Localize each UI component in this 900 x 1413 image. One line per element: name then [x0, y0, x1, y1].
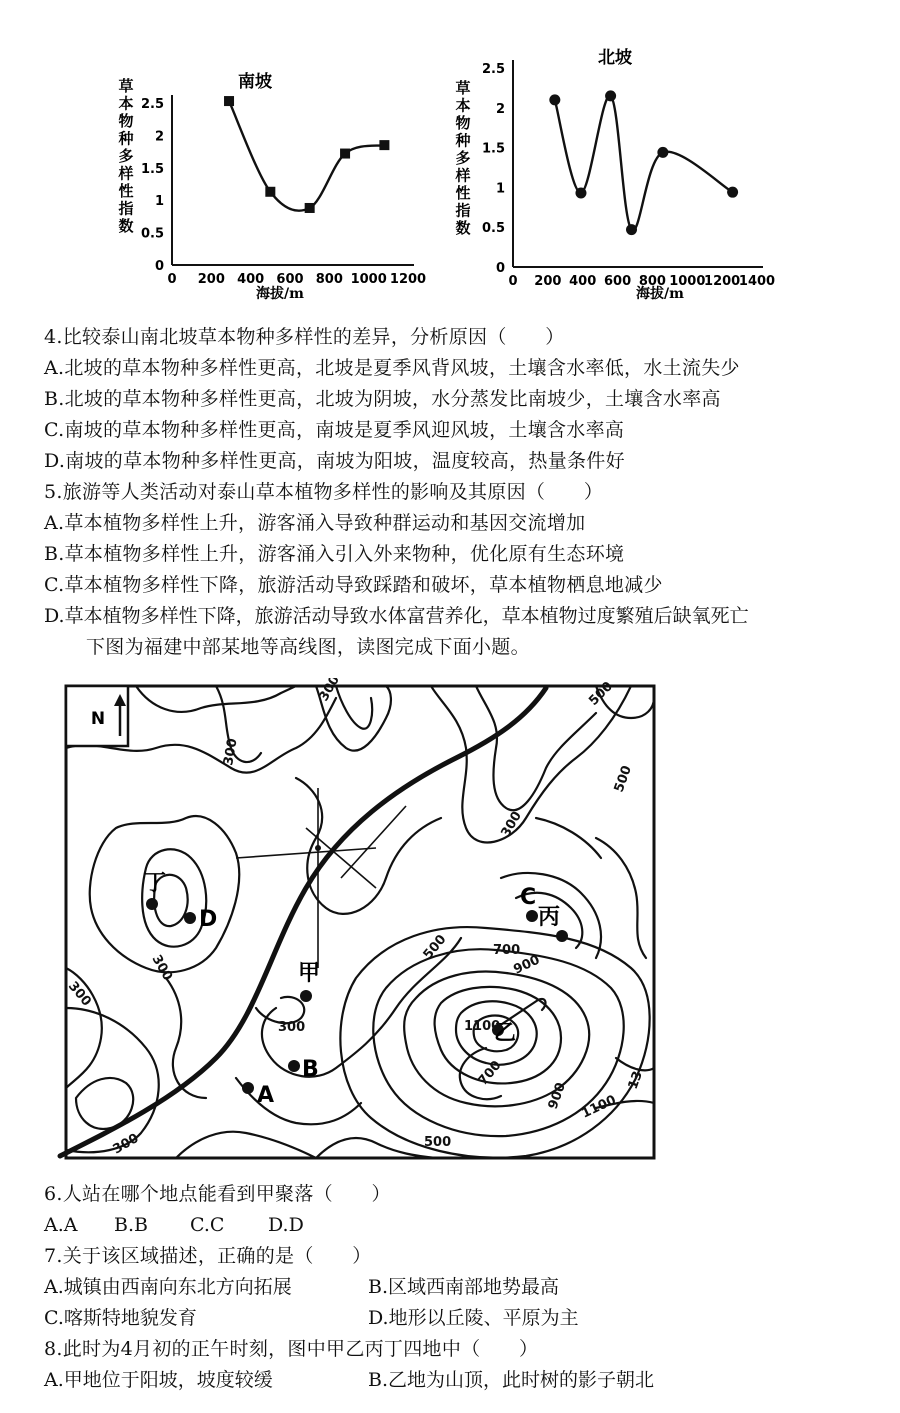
y-axis-label-char: 本: [455, 96, 471, 115]
y-axis-label-char: 指: [455, 201, 471, 220]
y-axis-label-char: 多: [455, 149, 471, 167]
contour-label: 900: [511, 952, 543, 978]
south-slope-chart: [100, 55, 440, 305]
y-axis-label-char: 样: [455, 166, 471, 185]
y-axis-label-char: 物: [118, 112, 134, 130]
q6-option-b[interactable]: B.B: [114, 1214, 148, 1236]
q7-option-b[interactable]: B.区域西南部地势最高: [368, 1276, 560, 1298]
contour-label: 300: [64, 978, 94, 1010]
x-tick-label: 0: [508, 274, 518, 289]
point-a-dot[interactable]: [242, 1082, 254, 1094]
contour-label: 500: [611, 763, 636, 795]
q6-options: [44, 1210, 304, 1241]
label-b: B: [302, 1057, 319, 1082]
q8-option-b[interactable]: B.乙地为山顶，此时树的影子朝北: [368, 1369, 655, 1391]
data-point: [305, 203, 315, 213]
q4-option-b[interactable]: B.北坡的草本物种多样性更高，北坡为阴坡，水分蒸发比南坡少，土壤含水率高: [44, 388, 721, 410]
y-tick-label: 2.5: [140, 97, 164, 112]
y-tick-label: 1.5: [140, 161, 164, 177]
contour-label: 300: [316, 678, 344, 704]
contour-label: 1100: [464, 1019, 501, 1034]
q8-options-row1: [44, 1365, 654, 1396]
point-c-dot[interactable]: [526, 910, 538, 922]
series-line: [229, 101, 384, 211]
y-tick-label: 0.5: [481, 221, 505, 237]
x-tick-label: 0: [167, 272, 177, 287]
y-axis-label-char: 本: [118, 94, 134, 113]
q6-stem: 6.人站在哪个地点能看到甲聚落（ ）: [44, 1183, 391, 1205]
q6-option-c[interactable]: C.C: [190, 1214, 225, 1236]
y-tick-label: 0: [154, 259, 164, 274]
q7-option-c[interactable]: C.喀斯特地貌发育: [44, 1307, 197, 1329]
label-bing: 丙: [538, 905, 561, 930]
x-tick-label: 200: [197, 272, 225, 287]
north-label: N: [90, 709, 106, 729]
y-tick-label: 0.5: [140, 226, 164, 242]
y-axis-label-char: 种: [118, 129, 134, 148]
q7-options-row2: [44, 1303, 579, 1334]
y-tick-label: 1: [495, 181, 505, 197]
map-intro: 下图为福建中部某地等高线图，读图完成下面小题。: [86, 636, 530, 658]
point-b-dot[interactable]: [288, 1060, 300, 1072]
contour-map-svg: [56, 678, 660, 1162]
data-point: [657, 147, 668, 158]
data-point: [340, 149, 350, 159]
contour-label: 900: [545, 1080, 570, 1112]
q7-option-a[interactable]: A.城镇由西南向东北方向拓展: [44, 1276, 292, 1298]
q5-option-b[interactable]: B.草本植物多样性上升，游客涌入引入外来物种，优化原有生态环境: [44, 543, 625, 565]
x-tick-label: 400: [237, 272, 265, 287]
point-ding-dot[interactable]: [146, 898, 158, 910]
contour-map: [56, 678, 660, 1166]
y-axis-label-char: 草: [455, 79, 471, 97]
y-tick-label: 2: [154, 129, 164, 145]
q5-option-a[interactable]: A.草本植物多样性上升，游客涌入导致种群运动和基因交流增加: [44, 512, 586, 534]
y-axis-label-char: 数: [455, 219, 471, 237]
q4-option-a[interactable]: A.北坡的草本物种多样性更高，北坡是夏季风背风坡，土壤含水率低，水土流失少: [44, 357, 740, 379]
x-tick-label: 1200: [704, 274, 741, 289]
y-axis-label-char: 草: [118, 77, 134, 95]
y-axis-label-char: 指: [118, 199, 134, 218]
q5-stem: 5.旅游等人类活动对泰山草本植物多样性的影响及其原因（ ）: [44, 481, 604, 503]
data-point: [605, 90, 616, 101]
y-axis-label-char: 样: [118, 164, 134, 183]
y-axis-label-char: 种: [455, 131, 471, 150]
label-d: D: [199, 907, 218, 932]
q5-option-d[interactable]: D.草本植物多样性下降，旅游活动导致水体富营养化，草本植物过度繁殖后缺氧死亡: [44, 605, 749, 627]
y-tick-label: 2: [495, 101, 505, 117]
q4-option-d[interactable]: D.南坡的草本物种多样性更高，南坡为阳坡，温度较高，热量条件好: [44, 450, 625, 472]
q7-stem: 7.关于该区域描述，正确的是（ ）: [44, 1245, 372, 1267]
contour-label: 700: [493, 943, 521, 958]
x-axis-label: 海拔/m: [636, 286, 684, 302]
chart-title: 北坡: [598, 48, 632, 68]
data-point: [727, 187, 738, 198]
data-point: [379, 140, 389, 150]
q8-stem: 8.此时为4月初的正午时刻，图中甲乙丙丁四地中（ ）: [44, 1338, 539, 1360]
x-tick-label: 600: [276, 272, 304, 287]
x-axis-label: 海拔/m: [256, 286, 304, 302]
y-axis-label-char: 物: [455, 114, 471, 132]
x-tick-label: 1400: [738, 274, 776, 289]
data-point: [575, 187, 586, 198]
y-axis-label-char: 性: [455, 184, 471, 202]
y-axis-label-char: 多: [118, 147, 134, 165]
x-tick-label: 200: [534, 274, 562, 289]
point-jia-dot[interactable]: [300, 990, 312, 1002]
y-tick-label: 1: [154, 194, 164, 210]
contour-label: 300: [221, 737, 241, 767]
q5-option-c[interactable]: C.草本植物多样性下降，旅游活动导致踩踏和破坏，草本植物栖息地减少: [44, 574, 663, 596]
data-point: [626, 224, 637, 235]
crosshair-center: [315, 845, 321, 851]
contour-label: 1100: [579, 1092, 619, 1122]
contour-label: 500: [420, 932, 450, 963]
x-tick-label: 800: [638, 274, 666, 289]
y-axis-label-char: 数: [118, 217, 134, 235]
x-tick-label: 1000: [669, 274, 706, 289]
north-slope-chart: [445, 35, 805, 305]
data-point: [549, 94, 560, 105]
data-point: [224, 96, 234, 106]
contour-label: 500: [586, 679, 617, 709]
q6-option-d[interactable]: D.D: [268, 1214, 304, 1236]
label-a: A: [257, 1083, 275, 1108]
q7-options-row1: [44, 1272, 559, 1303]
x-tick-label: 600: [604, 274, 632, 289]
y-tick-label: 1.5: [481, 141, 505, 157]
x-tick-label: 1000: [350, 272, 387, 287]
contour-label: 300: [278, 1020, 306, 1035]
contour-label: 300: [110, 1130, 142, 1158]
point-bing-dot[interactable]: [556, 930, 568, 942]
south-slope-chart-svg: [100, 55, 440, 305]
q7-option-d[interactable]: D.地形以丘陵、平原为主: [368, 1307, 579, 1329]
y-axis-label-char: 性: [118, 182, 134, 200]
q4-option-c[interactable]: C.南坡的草本物种多样性更高，南坡是夏季风迎风坡，土壤含水率高: [44, 419, 625, 441]
q8-option-a[interactable]: A.甲地位于阳坡，坡度较缓: [44, 1369, 273, 1391]
q6-option-a[interactable]: A.A: [44, 1214, 78, 1236]
y-tick-label: 0: [495, 261, 505, 276]
contour-label: 300: [498, 808, 526, 840]
contour-label: 13: [625, 1069, 646, 1092]
contour-label: 700: [475, 1058, 505, 1089]
label-yi: 乙: [494, 1021, 517, 1046]
x-tick-label: 400: [569, 274, 597, 289]
chart-title: 南坡: [238, 72, 272, 92]
label-ding: 丁: [144, 871, 167, 896]
contour-label: 500: [424, 1135, 452, 1150]
y-tick-label: 2.5: [481, 62, 505, 77]
q4-stem: 4.比较泰山南北坡草本物种多样性的差异，分析原因（ ）: [44, 326, 565, 348]
north-slope-chart-svg: [445, 35, 805, 305]
label-c: C: [520, 885, 537, 910]
contour-label: 300: [148, 952, 176, 984]
series-line: [555, 96, 733, 231]
point-d-dot[interactable]: [184, 912, 196, 924]
x-tick-label: 1200: [389, 272, 427, 287]
x-tick-label: 800: [315, 272, 343, 287]
label-jia: 甲: [298, 961, 321, 986]
data-point: [265, 187, 275, 197]
